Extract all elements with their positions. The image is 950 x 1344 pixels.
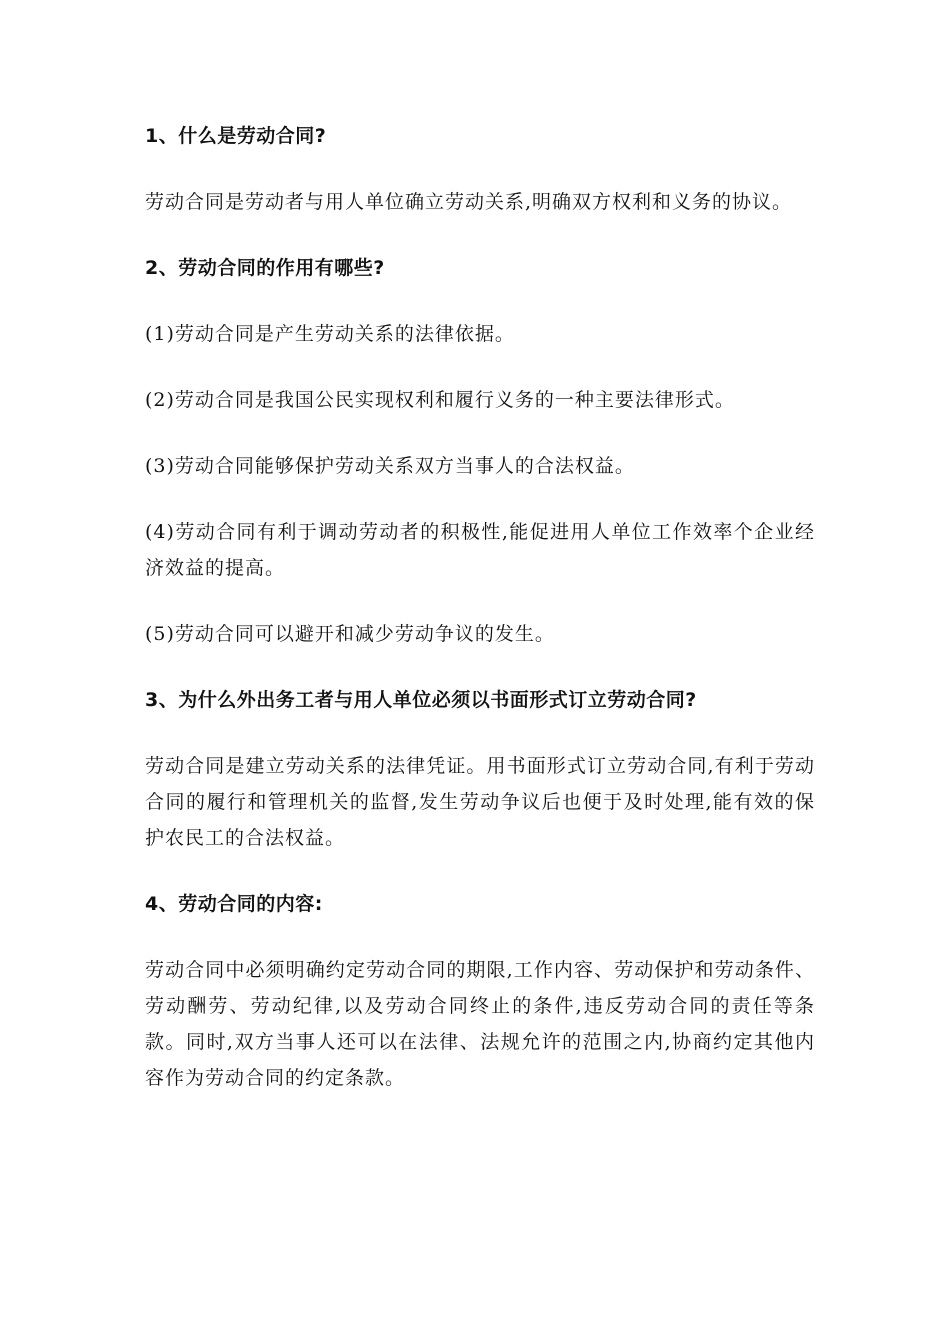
section-3-paragraph-1: 劳动合同是建立劳动关系的法律凭证。用书面形式订立劳动合同,有利于劳动合同的履行和管理机关的监督,发生劳动争议后也便于及时处理,能有效的保护农民工的合法权益。: [145, 755, 815, 849]
document-body: [145, 118, 815, 1096]
section-2-paragraph-4: (4)劳动合同有利于调动劳动者的积极性,能促进用人单位工作效率个企业经济效益的提高。: [145, 521, 815, 579]
section-2-paragraph-3: (3)劳动合同能够保护劳动关系双方当事人的合法权益。: [145, 455, 635, 477]
section-2-paragraph-1: (1)劳动合同是产生劳动关系的法律依据。: [145, 323, 515, 345]
section-heading-3: 3、为什么外出务工者与用人单位必须以书面形式订立劳动合同?: [145, 689, 697, 711]
section-2-paragraph-5: (5)劳动合同可以避开和减少劳动争议的发生。: [145, 623, 555, 645]
section-4-paragraph-1: 劳动合同中必须明确约定劳动合同的期限,工作内容、劳动保护和劳动条件、劳动酬劳、劳动纪律,以及劳动合同终止的条件,违反劳动合同的责任等条款。同时,双方当事人还可以在法律、法规允许的范围之内,协商约定其他内容作为劳动合同的约定条款。: [145, 959, 815, 1089]
section-2-paragraph-2: (2)劳动合同是我国公民实现权利和履行义务的一种主要法律形式。: [145, 389, 735, 411]
section-heading-1: 1、什么是劳动合同?: [145, 125, 327, 147]
section-heading-2: 2、劳动合同的作用有哪些?: [145, 257, 385, 279]
section-heading-4: 4、劳动合同的内容:: [145, 893, 323, 915]
section-1-paragraph-1: 劳动合同是劳动者与用人单位确立劳动关系,明确双方权利和义务的协议。: [145, 191, 793, 213]
